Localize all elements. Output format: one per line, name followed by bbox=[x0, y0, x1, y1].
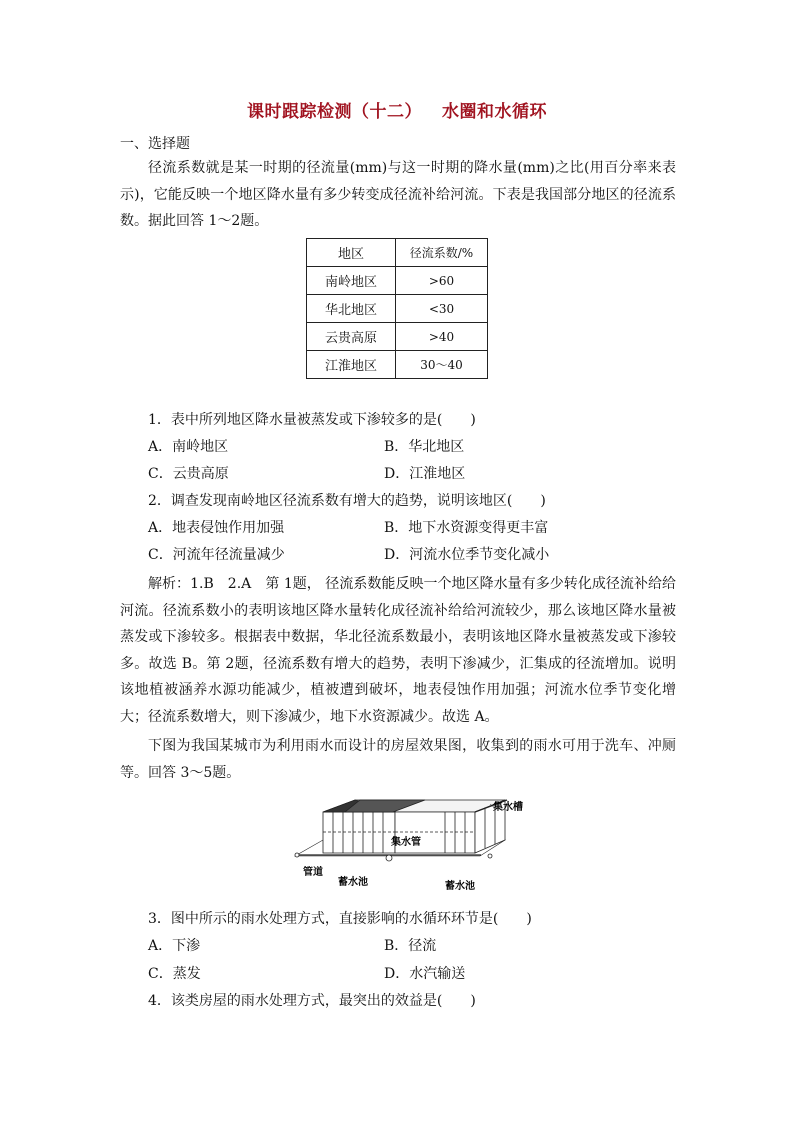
label-tank-right: 蓄水池 bbox=[445, 881, 475, 892]
question-2-option-c: C．河流年径流量减少 bbox=[148, 547, 285, 563]
table-header: 地区 bbox=[307, 239, 396, 267]
table-header: 径流系数/% bbox=[396, 239, 488, 267]
table-row bbox=[307, 323, 488, 351]
question-3-stem: 3．图中所示的雨水处理方式，直接影响的水循环环节是( ) bbox=[148, 911, 532, 927]
question-1-stem: 1．表中所列地区降水量被蒸发或下渗较多的是( ) bbox=[148, 412, 476, 428]
table-cell: <30 bbox=[396, 295, 488, 323]
table-row bbox=[307, 267, 488, 295]
question-1-option-b: B．华北地区 bbox=[384, 439, 465, 455]
section-heading: 一、选择题 bbox=[120, 136, 190, 152]
question-2-stem: 2．调查发现南岭地区径流系数有增大的趋势，说明该地区( ) bbox=[148, 493, 546, 509]
table-cell: >60 bbox=[396, 267, 488, 295]
question-2-option-b: B．地下水资源变得更丰富 bbox=[384, 520, 549, 536]
title-main: 课时跟踪检测（十二） bbox=[247, 102, 422, 122]
question-3-option-d: D．水汽输送 bbox=[384, 966, 466, 982]
table-cell: 华北地区 bbox=[307, 295, 396, 323]
table-row bbox=[307, 351, 488, 379]
question-1-option-a: A．南岭地区 bbox=[148, 439, 229, 455]
question-1-option-d: D．江淮地区 bbox=[384, 466, 466, 482]
page-title bbox=[0, 97, 794, 122]
title-sub: 水圈和水循环 bbox=[442, 102, 547, 122]
question-3-option-b: B．径流 bbox=[384, 938, 437, 954]
question-3-option-c: C．蒸发 bbox=[148, 966, 201, 982]
label-tank-left: 蓄水池 bbox=[338, 877, 368, 888]
intro-paragraph: 径流系数就是某一时期的径流量(mm)与这一时期的降水量(mm)之比(用百分率来表示)，它能反映一个地区降水量有多少转变成径流补给河流。下表是我国部分地区的径流系数。据此回答 1～2题。 bbox=[120, 160, 676, 229]
table-row bbox=[307, 295, 488, 323]
question-4-stem: 4．该类房屋的雨水处理方式，最突出的效益是( ) bbox=[148, 993, 476, 1009]
rainwater-house-figure bbox=[285, 798, 525, 898]
label-collect-pipe: 集水管 bbox=[391, 837, 421, 848]
table-cell: 江淮地区 bbox=[307, 351, 396, 379]
question-1-option-c: C．云贵高原 bbox=[148, 466, 229, 482]
question-2-option-a: A．地表侵蚀作用加强 bbox=[148, 520, 285, 536]
label-trough: 集水槽 bbox=[493, 802, 523, 813]
label-pipe: 管道 bbox=[303, 867, 323, 878]
house-illustration bbox=[295, 800, 507, 861]
question-2-option-d: D．河流水位季节变化减小 bbox=[384, 547, 550, 563]
runoff-table bbox=[306, 238, 488, 379]
analysis-paragraph: 解析：1.B 2.A 第 1题， 径流系数能反映一个地区降水量有多少转化成径流补给给河流。径流系数小的表明该地区降水量转化成径流补给给河流较少，那么该地区降水量被蒸发或下渗较多。根据表中数据，华北径流系数最小，表明该地区降水量被蒸发或下渗较多。故选 B。第 2题，径流系数有增大的趋势，表明下渗减少，汇集成的径流增加。说明该地植被涵养水源功能减少，植被遭到破坏，地表侵蚀作用加强；河流水位季节变化增大；径流系数增大，则下渗减少，地下水资源减少。故选 A。 bbox=[120, 576, 676, 725]
question-3-option-a: A．下渗 bbox=[148, 938, 201, 954]
table-cell: 南岭地区 bbox=[307, 267, 396, 295]
table-cell: 云贵高原 bbox=[307, 323, 396, 351]
table-cell: >40 bbox=[396, 323, 488, 351]
table-header-row bbox=[307, 239, 488, 267]
intro-paragraph-2: 下图为我国某城市为利用雨水而设计的房屋效果图，收集到的雨水可用于洗车、冲厕等。回答 3～5题。 bbox=[120, 738, 676, 781]
table-cell: 30～40 bbox=[396, 351, 488, 379]
